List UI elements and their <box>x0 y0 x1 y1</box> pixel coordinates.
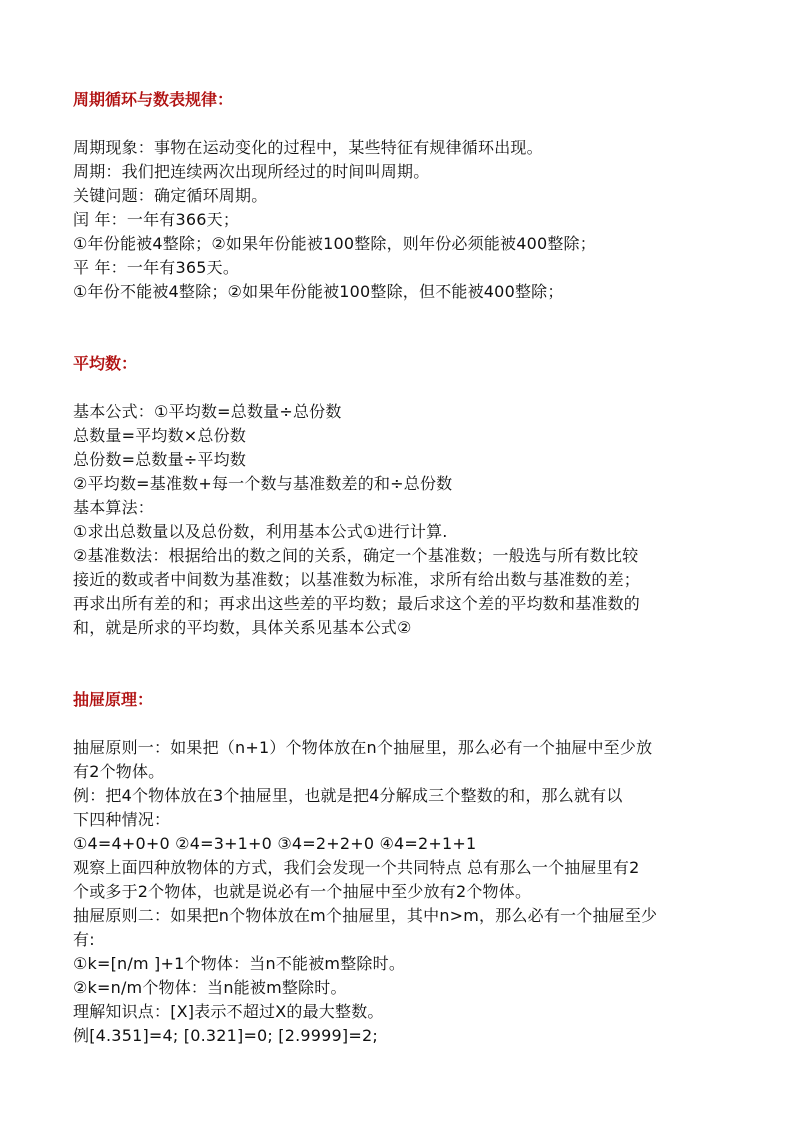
text-line: 再求出所有差的和；再求出这些差的平均数；最后求这个差的平均数和基准数的 <box>73 594 641 613</box>
text-line: 抽屉原则一：如果把（n+1）个物体放在n个抽屉里，那么必有一个抽屉中至少放 <box>73 738 653 757</box>
text-line: 和，就是所求的平均数，具体关系见基本公式② <box>73 618 412 637</box>
text-line: 总数量=平均数×总份数 <box>73 426 247 445</box>
text-line: 闰 年：一年有366天； <box>73 210 240 229</box>
text-line: 总份数=总数量÷平均数 <box>73 450 247 469</box>
text-line: ①年份不能被4整除；②如果年份能被100整除，但不能被400整除； <box>73 282 564 301</box>
section-title-average: 平均数： <box>73 354 138 373</box>
text-line: 有2个物体。 <box>73 762 165 781</box>
text-line: ①k=[n/m ]+1个物体：当n不能被m整除时。 <box>73 954 406 973</box>
spacer <box>73 376 738 400</box>
text-line: 接近的数或者中间数为基准数；以基准数为标准，求所有给出数与基准数的差； <box>73 570 641 589</box>
section-period-cycle <box>73 88 738 304</box>
section-title-period-cycle: 周期循环与数表规律： <box>73 90 234 109</box>
text-line: 平 年：一年有365天。 <box>73 258 240 277</box>
text-line: ①求出总数量以及总份数，利用基本公式①进行计算. <box>73 522 448 541</box>
text-line: 例：把4个物体放在3个抽屉里，也就是把4分解成三个整数的和，那么就有以 <box>73 786 623 805</box>
text-line: 基本算法： <box>73 498 155 517</box>
text-line: 观察上面四种放物体的方式，我们会发现一个共同特点 总有那么一个抽屉里有2 <box>73 858 640 877</box>
text-line: 下四种情况： <box>73 810 171 829</box>
section-drawer-principle <box>73 688 738 1048</box>
section-average <box>73 352 738 640</box>
text-line: ②k=n/m个物体：当n能被m整除时。 <box>73 978 347 997</box>
text-line: ①4=4+0+0 ②4=3+1+0 ③4=2+2+0 ④4=2+1+1 <box>73 834 477 853</box>
text-line: ②平均数=基准数+每一个数与基准数差的和÷总份数 <box>73 474 453 493</box>
text-line: 关键问题：确定循环周期。 <box>73 186 268 205</box>
text-line: 基本公式：①平均数=总数量÷总份数 <box>73 402 342 421</box>
document-page <box>73 88 738 1048</box>
text-line: ①年份能被4整除；②如果年份能被100整除，则年份必须能被400整除； <box>73 234 596 253</box>
text-line: ②基准数法：根据给出的数之间的关系，确定一个基准数；一般选与所有数比较 <box>73 546 639 565</box>
spacer <box>73 640 738 688</box>
text-line: 抽屉原则二：如果把n个物体放在m个抽屉里，其中n>m，那么必有一个抽屉至少 <box>73 906 658 925</box>
spacer <box>73 304 738 352</box>
spacer <box>73 112 738 136</box>
text-line: 个或多于2个物体，也就是说必有一个抽屉中至少放有2个物体。 <box>73 882 532 901</box>
text-line: 周期现象：事物在运动变化的过程中，某些特征有规律循环出现。 <box>73 138 543 157</box>
text-line: 周期：我们把连续两次出现所经过的时间叫周期。 <box>73 162 430 181</box>
text-line: 有: <box>73 930 95 949</box>
spacer <box>73 712 738 736</box>
section-title-drawer-principle: 抽屉原理： <box>73 690 154 709</box>
text-line: 理解知识点：[X]表示不超过X的最大整数。 <box>73 1002 384 1021</box>
text-line: 例[4.351]=4; [0.321]=0; [2.9999]=2; <box>73 1026 378 1045</box>
